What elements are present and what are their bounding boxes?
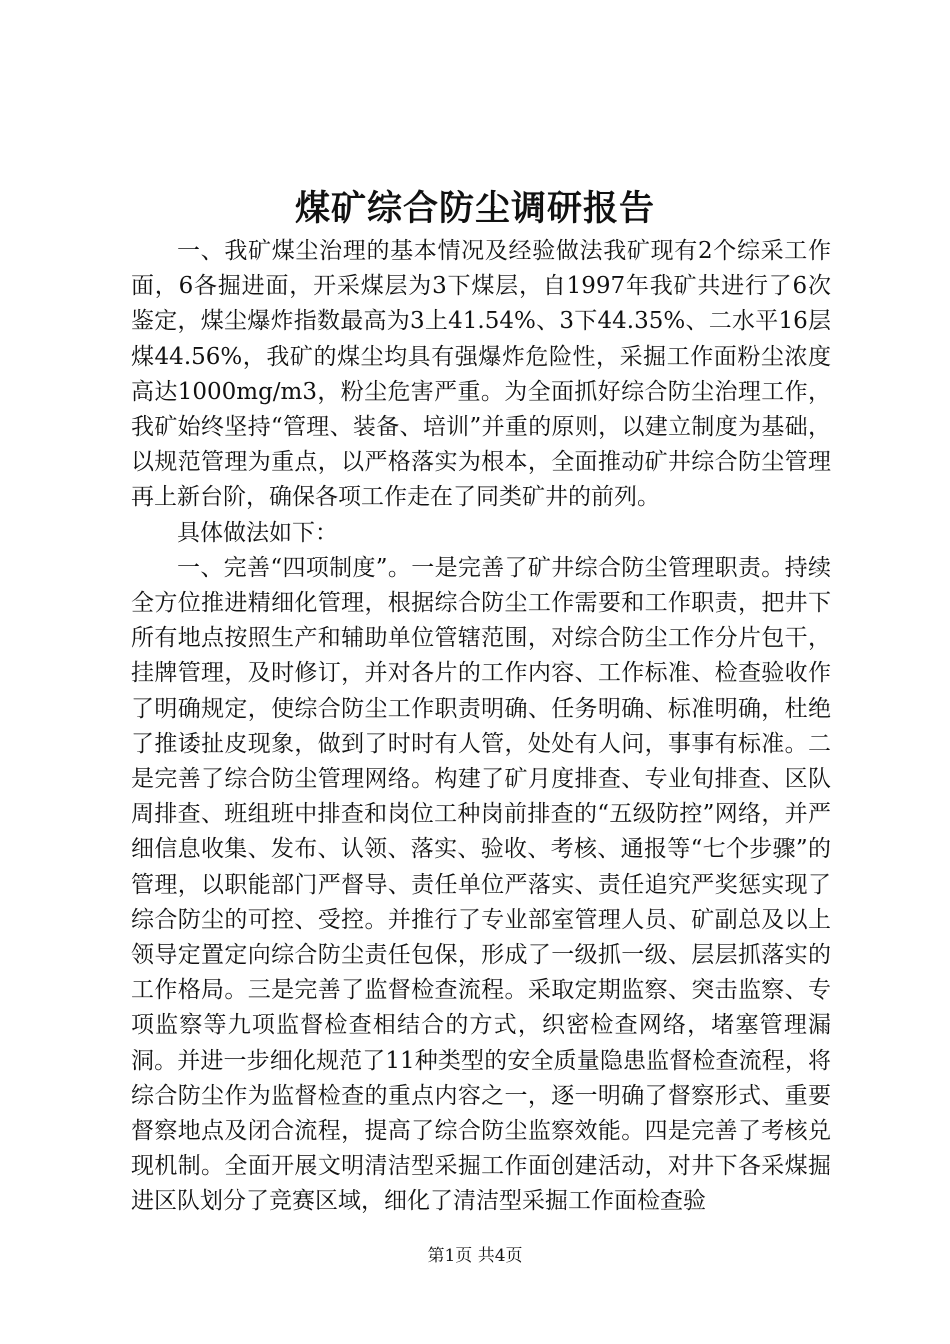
- paragraph-four-systems: 一、完善“四项制度”。一是完善了矿井综合防尘管理职责。持续全方位推进精细化管理，根据综合防尘工作需要和工作职责，把井下所有地点按照生产和辅助单位管辖范围，对综合防尘工作分片包干，挂牌管理，及时修订，并对各片的工作内容、工作标准、检查验收作了明确规定，使综合防尘工作职责明确、任务明确、标准明确，杜绝了推诿扯皮现象，做到了时时有人管，处处有人问，事事有标准。二是完善了综合防尘管理网络。构建了矿月度排查、专业旬排查、区队周排查、班组班中排查和岗位工种岗前排查的“五级防控”网络，并严细信息收集、发布、认领、落实、验收、考核、通报等“七个步骤”的管理，以职能部门严督导、责任单位严落实、责任追究严奖惩实现了综合防尘的可控、受控。并推行了专业部室管理人员、矿副总及以上领导定置定向综合防尘责任包保，形成了一级抓一级、层层抓落实的工作格局。三是完善了监督检查流程。采取定期监察、突击监察、专项监察等九项监督检查相结合的方式，织密检查网络，堵塞管理漏洞。并进一步细化规范了11种类型的安全质量隐患监督检查流程，将综合防尘作为监督检查的重点内容之一，逐一明确了督察形式、重要督察地点及闭合流程，提高了综合防尘监察效能。四是完善了考核兑现机制。全面开展文明清洁型采掘工作面创建活动，对井下各采煤掘进区队划分了竞赛区域，细化了清洁型采掘工作面检查验: [131, 554, 831, 1215]
- paragraph-intro: 一、我矿煤尘治理的基本情况及经验做法我矿现有2个综采工作面，6各掘进面，开采煤层为3下煤层，自1997年我矿共进行了6次鉴定，煤尘爆炸指数最高为3上41.54%、3下44.35%、二水平16层煤44.56%，我矿的煤尘均具有强爆炸危险性，采掘工作面粉尘浓度高达1000mg/m3，粉尘危害严重。为全面抓好综合防尘治理工作，我矿始终坚持“管理、装备、培训”并重的原则，以建立制度为基础，以规范管理为重点，以严格落实为根本，全面推动矿井综合防尘管理再上新台阶，确保各项工作走在了同类矿井的前列。: [131, 238, 831, 511]
- page-number: 第1页 共4页: [427, 1246, 523, 1266]
- paragraph-method-heading: 具体做法如下：: [177, 519, 338, 546]
- document-body: [131, 234, 831, 1220]
- document-title: 煤矿综合防尘调研报告: [294, 188, 655, 229]
